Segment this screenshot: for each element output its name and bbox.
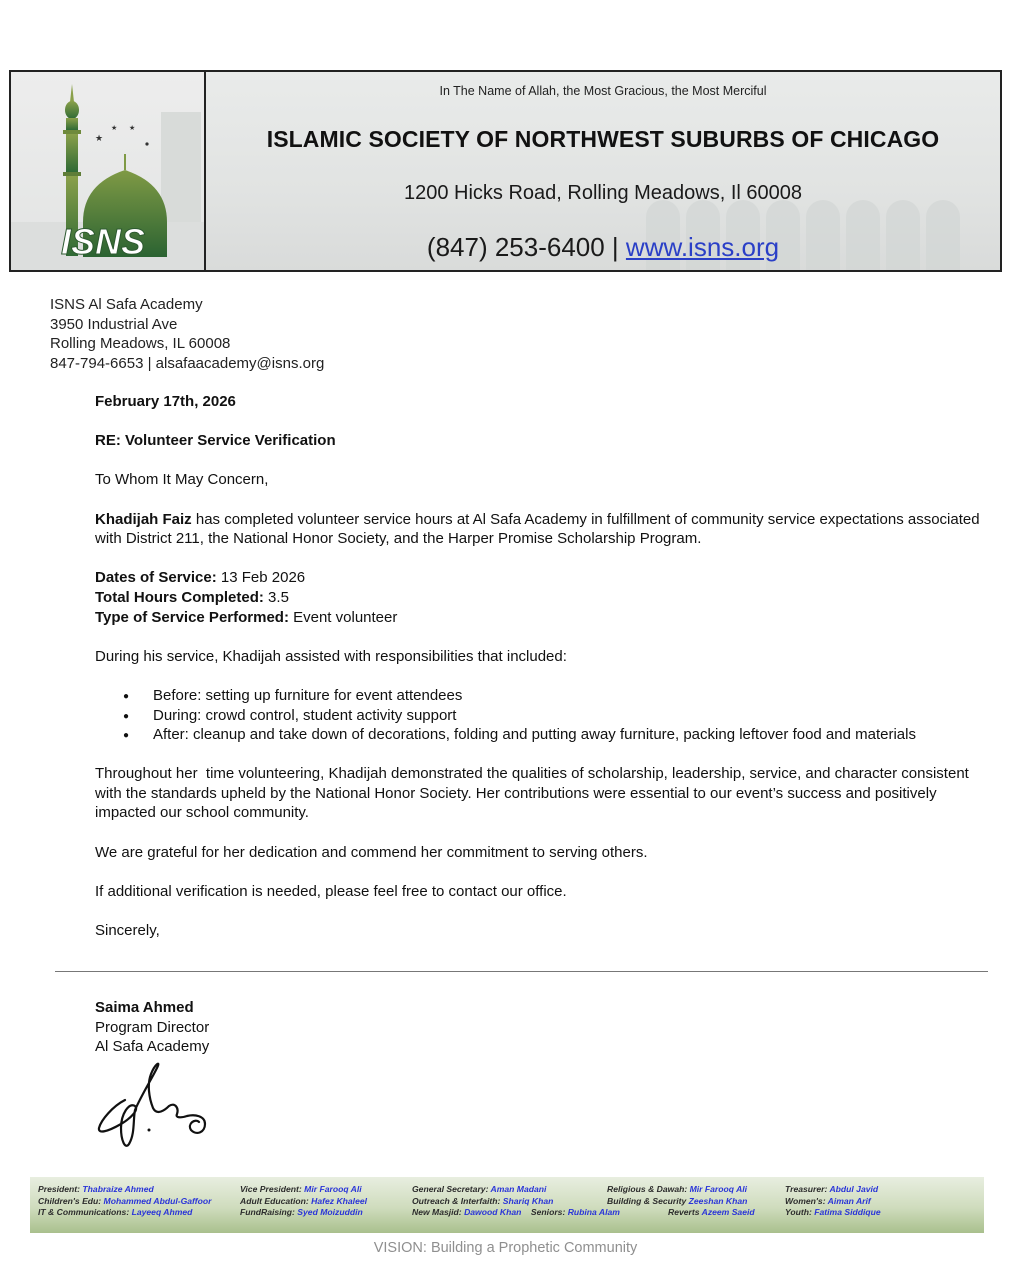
closing: Sincerely, (95, 922, 160, 940)
organization-address: 1200 Hicks Road, Rolling Meadows, Il 60008 (404, 182, 802, 204)
organization-contact (206, 232, 1000, 263)
svg-text:★: ★ (111, 125, 118, 132)
letterhead (9, 70, 1002, 272)
mosque-logo-icon (11, 72, 204, 272)
service-details (95, 568, 995, 627)
sender-street: 3950 Industrial Ave (50, 315, 178, 333)
detail-hours: Total Hours Completed: 3.5 (95, 588, 289, 606)
letter-body (95, 392, 995, 960)
footer-column: Religious & Dawah: Mir Farooq Ali Building & Security Zeeshan Khan Reverts Azeem Saeid (607, 1184, 755, 1217)
handwritten-signature (95, 1058, 225, 1163)
isns-logo (11, 72, 206, 270)
list-item: ● Before: setting up furniture for event attendees (153, 686, 995, 706)
signature-icon (95, 1058, 225, 1158)
divider (55, 971, 988, 972)
intro-paragraph: Khadijah Faiz has completed volunteer service hours at Al Safa Academy in fulfillment of community service expectations associated with District 211, the National Honor Society, and the Harper Promise Scholarship Program. (95, 510, 980, 548)
responsibilities-list (95, 686, 995, 745)
sender-name: ISNS Al Safa Academy (50, 296, 203, 313)
svg-text:ISNS: ISNS (61, 221, 146, 262)
signatory-block (95, 998, 209, 1057)
list-item: ● During: crowd control, student activity support (153, 706, 995, 726)
footer-column: President: Thabraize Ahmed Children's Edu: Mohammed Abdul-Gaffoor IT & Communications: Layeeq Ahmed (38, 1184, 212, 1217)
salutation: To Whom It May Concern, (95, 471, 269, 489)
website-link[interactable]: www.isns.org (625, 232, 780, 262)
signatory-name: Saima Ahmed (95, 999, 194, 1016)
footer-column: General Secretary: Aman Madani Outreach & Interfaith: Shariq Khan New Masjid: Dawood Khan Seniors: Rubina Alam (412, 1184, 620, 1217)
sender-city: Rolling Meadows, IL 60008 (50, 335, 231, 353)
sender-contact: 847-794-6653 | alsafaacademy@isns.org (50, 354, 325, 372)
grateful-paragraph: We are grateful for her dedication and commend her commitment to serving others. (95, 843, 648, 861)
signatory-organization: Al Safa Academy (95, 1038, 210, 1056)
letter-date: February 17th, 2026 (95, 393, 236, 410)
sender-block (50, 295, 324, 373)
contact-paragraph: If additional verification is needed, please feel free to contact our office. (95, 882, 567, 900)
vision-statement: VISION: Building a Prophetic Community (373, 1240, 638, 1256)
qualities-paragraph: Throughout her time volunteering, Khadijah demonstrated the qualities of scholarship, leadership, service, and character consistent with the standards upheld by the National Honor Society. Her contributions were essential to our event’s success and positively impacted our school community. (95, 765, 974, 822)
footer-column: Vice President: Mir Farooq Ali Adult Education: Hafez Khaleel FundRaising: Syed Moizuddin (240, 1184, 368, 1217)
footer-column: Treasurer: Abdul Javid Women's: Aiman Arif Youth: Fatima Siddique (785, 1184, 881, 1217)
bismillah: In The Name of Allah, the Most Gracious, the Most Merciful (439, 84, 767, 98)
signatory-title: Program Director (95, 1018, 210, 1036)
svg-text:★: ★ (95, 133, 104, 143)
organization-phone: (847) 253-6400 | (426, 232, 619, 262)
list-item: ● After: cleanup and take down of decorations, folding and putting away furniture, packing leftover food and materials (153, 725, 995, 745)
student-name: Khadijah Faiz (95, 510, 192, 528)
board-members-footer (30, 1177, 984, 1233)
svg-text:★: ★ (129, 125, 136, 132)
responsibilities-intro: During his service, Khadijah assisted with responsibilities that included: (95, 647, 567, 665)
letterhead-text (206, 72, 1000, 270)
detail-dates: Dates of Service: 13 Feb 2026 (95, 569, 306, 587)
letter-subject: RE: Volunteer Service Verification (95, 432, 336, 450)
organization-name: ISLAMIC SOCIETY OF NORTHWEST SUBURBS OF CHICAGO (266, 126, 940, 152)
detail-type: Type of Service Performed: Event volunteer (95, 608, 398, 626)
